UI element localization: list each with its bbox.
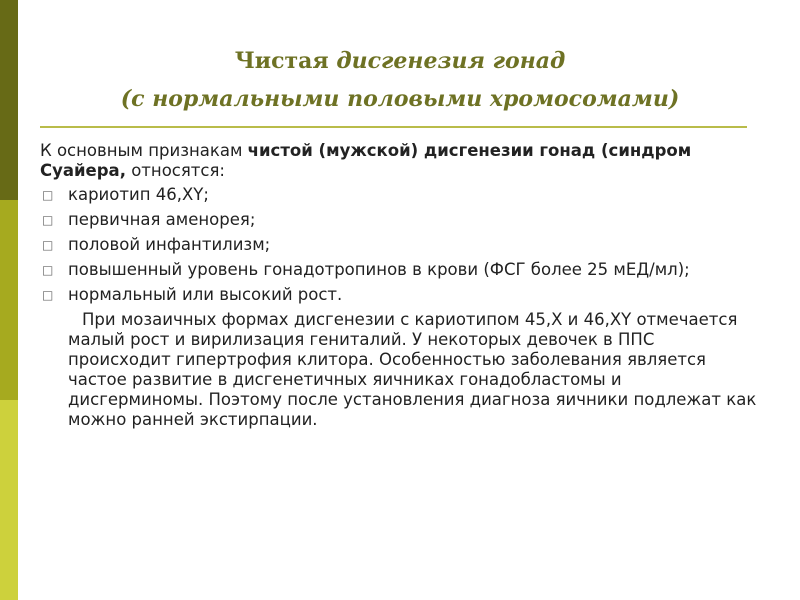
- bullet-icon: □: [42, 213, 54, 227]
- bullet-icon: □: [42, 188, 54, 202]
- title-regular-part: Чистая: [234, 48, 329, 74]
- bullet-icon: □: [42, 238, 54, 252]
- symptom-list: [40, 185, 760, 305]
- title-italic-part: дисгенезия гонад: [336, 48, 566, 74]
- sidebar-segment-mid: [0, 200, 18, 400]
- title-line-2: (с нормальными половыми хромосомами): [120, 86, 680, 112]
- intro-bold: чистой (мужской) дисгенезии гонад (синдром Суайера,: [40, 141, 692, 180]
- bullet-icon: □: [42, 288, 54, 302]
- sidebar-segment-light: [0, 400, 18, 600]
- sidebar-accent: [0, 0, 18, 600]
- slide-body: [40, 141, 760, 430]
- body-paragraph: При мозаичных формах дисгенезии с кариотипом 45,X и 46,XY отмечается малый рост и вирилизация гениталий. У некоторых девочек в ППС происходит гипертрофия клитора. Особенностью заболевания является частое развитие в дисгенетичных яичниках гонадобластомы и дисгерминомы. Поэтому после установления диагноза яичники подлежат как можно ранней экстирпации.: [68, 310, 757, 429]
- list-item: □ первичная аменорея;: [42, 210, 256, 229]
- list-item: □ нормальный или высокий рост.: [42, 285, 343, 304]
- intro-prefix: К основным признакам: [40, 141, 248, 160]
- list-item: □ повышенный уровень гонадотропинов в крови (ФСГ более 25 мЕД/мл);: [42, 260, 690, 279]
- list-item: □ кариотип 46,XY;: [42, 185, 209, 204]
- intro-suffix: относятся:: [125, 161, 225, 180]
- bullet-icon: □: [42, 263, 54, 277]
- title-divider: [40, 126, 747, 128]
- sidebar-segment-dark: [0, 0, 18, 200]
- intro-text: [40, 141, 760, 181]
- title-line-1: [40, 42, 760, 80]
- list-item: □ половой инфантилизм;: [42, 235, 271, 254]
- slide-title: [40, 42, 760, 118]
